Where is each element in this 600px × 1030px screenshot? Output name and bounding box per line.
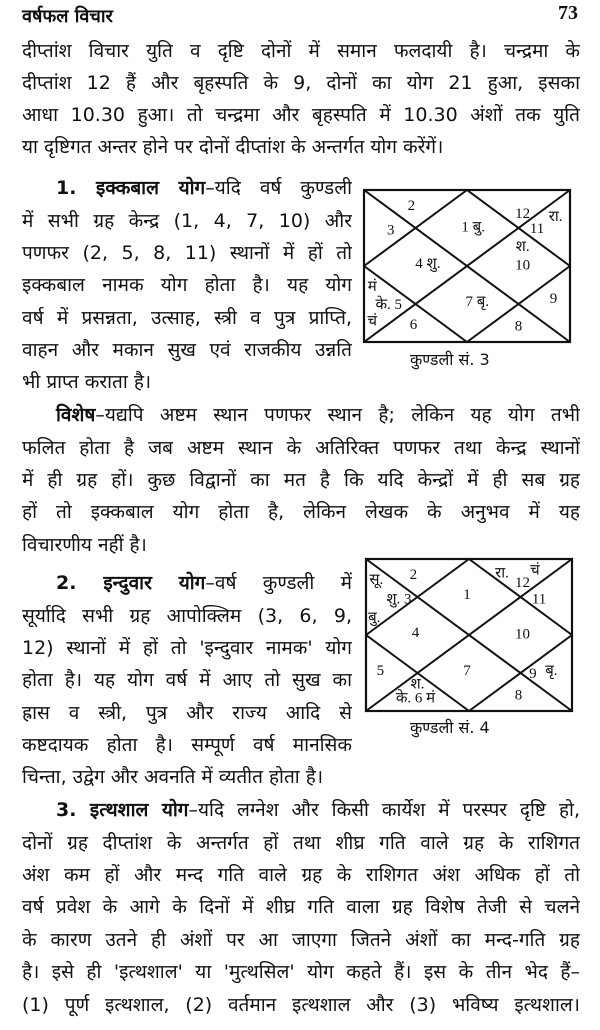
house-label: 9	[549, 290, 558, 307]
chart-3-caption: कुण्डली सं. 3	[410, 350, 490, 369]
house-label: चं	[367, 313, 378, 330]
text-line: चिन्ता, उद्वेग और अवनति में व्यतीत होता है।	[22, 766, 324, 788]
house-label: 7 बृ.	[465, 293, 490, 310]
text-line: दोनों ग्रह दीप्तांश के अन्तर्गत हों तथा शीघ्र गति वाले ग्रह के राशिगत	[22, 832, 580, 854]
house-label: बृ.	[545, 662, 558, 679]
text-line: विचारणीय नहीं है।	[22, 534, 147, 556]
text-line: फलित होता है जब अष्टम स्थान के अतिरिक्त पणफर तथा केन्द्र स्थानों	[22, 437, 580, 459]
text-line: (1) पूर्ण इत्थशाल, (2) वर्तमान इत्थशाल और (3) भविष्य इत्थशाल।	[22, 994, 580, 1016]
house-label: 1	[463, 586, 471, 603]
text-span: –यद्यपि अष्टम स्थान पणफर स्थान है; लेकिन यह योग तभी	[95, 404, 580, 426]
house-label: 2	[407, 198, 416, 215]
house-label: के. 5	[375, 297, 402, 313]
text-span: –यदि वर्ष कुण्डली	[205, 177, 352, 199]
text-line: होता है। यह योग वर्ष में आए तो सुख का	[22, 669, 352, 691]
house-label: 9	[529, 666, 537, 682]
page-number: 73	[558, 2, 578, 24]
section-1-heading: 1. इक्कबाल योग	[56, 177, 206, 199]
chart-4-caption: कुण्डली सं. 4	[410, 718, 490, 737]
house-label: श.	[410, 676, 425, 693]
house-label: 12	[515, 574, 531, 591]
text-line: वर्ष में प्रसन्नता, उत्साह, स्त्री व पुत्र प्राप्ति,	[22, 307, 352, 329]
kundali-chart-4	[364, 557, 574, 713]
house-label: के. 6 मं	[395, 690, 436, 707]
house-label: 2	[409, 567, 418, 584]
house-label: मं	[367, 278, 377, 295]
text-line: इक्कबाल नामक योग होता है। यह योग	[22, 274, 352, 296]
text-line: हों तो इक्कबाल योग होता है, लेकिन लेखक के अनुभव में यह	[22, 501, 580, 523]
text-line: वाहन और मकान सुख एवं राजकीय उन्नति	[22, 339, 352, 361]
text-line: 12) स्थानों में हों तो 'इन्दुवार नामक' योग	[22, 637, 352, 659]
house-label: 12	[515, 205, 531, 222]
house-label: सू.	[369, 571, 384, 588]
text-line: वर्ष प्रवेश के आगे के दिनों में शीघ्र गति वाला ग्रह विशेष तेजी से चलने	[22, 896, 580, 918]
house-label: श.	[515, 239, 530, 256]
house-label: 11	[529, 221, 545, 237]
text-line: कष्टदायक होता है। सम्पूर्ण वर्ष मानसिक	[22, 734, 352, 756]
text-line: सूर्यादि सभी ग्रह आपोक्लिम (3, 6, 9,	[22, 605, 352, 627]
house-label: 5	[376, 662, 385, 679]
text-span: –वर्ष कुण्डली में	[205, 572, 352, 594]
house-label: 1 बु.	[461, 219, 485, 236]
house-label: 10	[515, 257, 531, 274]
house-label: 8	[514, 318, 523, 335]
house-label: 8	[514, 687, 523, 704]
kundali-chart-3	[362, 188, 572, 344]
text-line: आधा 10.30 हुआ। तो चन्द्रमा और बृहस्पति में 10.30 अंशों तक युति	[22, 104, 580, 126]
text-line: में सभी ग्रह केन्द्र (1, 4, 7, 10) और	[22, 210, 352, 232]
text-line: भी प्राप्त कराता है।	[22, 371, 152, 393]
section-3-heading: 3. इत्थशाल योग	[56, 799, 189, 821]
text-line: दीप्तांश विचार युति व दृष्टि दोनों में समान फलदायी है। चन्द्रमा के	[22, 40, 580, 62]
text-line: के कारण उतने ही अंशों पर आ जाएगा जितने अंशों का मन्द-गति ग्रह	[22, 929, 580, 951]
house-label: 7	[463, 662, 471, 679]
house-label: 6	[409, 316, 418, 333]
house-label: 3	[387, 222, 395, 239]
house-label: रा.	[548, 208, 563, 225]
text-line: अंश कम हों और मन्द गति वाले ग्रह के राशिगत अंश अधिक हों तो	[22, 864, 580, 886]
section-2-heading: 2. इन्दुवार योग	[56, 572, 206, 594]
house-label: 4	[411, 624, 420, 641]
house-label: 10	[515, 626, 531, 643]
text-span: –यदि लग्नेश और किसी कार्येश में परस्पर दृष्टि हो,	[188, 799, 580, 821]
house-label: बु.	[368, 609, 381, 626]
section-3-first-line	[22, 795, 580, 825]
text-line: दीप्तांश 12 हैं और बृहस्पति के 9, दोनों का योग 21 हुआ, इसका	[22, 72, 580, 94]
text-line: या दृष्टिगत अन्तर होने पर दोनों दीप्तांश के अन्तर्गत योग करेंगें।	[22, 136, 444, 158]
text-line: है। इसे ही 'इत्थशाल' या 'मुत्थसिल' योग कहते हैं। इस के तीन भेद हैं–	[22, 961, 580, 983]
text-line: पणफर (2, 5, 8, 11) स्थानों में हों तो	[22, 242, 352, 264]
house-label: रा.	[495, 565, 509, 582]
house-label: चं	[530, 562, 540, 579]
house-label: शु. 3	[386, 591, 412, 608]
text-line: ह्रास व स्त्री, पुत्र और राज्य आदि से	[22, 702, 352, 724]
section-2-first-line	[22, 568, 352, 598]
running-header: वर्षफल विचार	[22, 6, 113, 27]
house-label: 4 शु.	[415, 255, 441, 272]
vishesh-first-line	[22, 400, 580, 430]
vishesh-heading: विशेष	[56, 404, 96, 426]
house-label: 11	[531, 591, 547, 608]
text-line: में ही ग्रह हों। कुछ विद्वानों का मत है कि यदि केन्द्रों में ही सब ग्रह	[22, 469, 580, 491]
section-1-first-line	[22, 173, 352, 203]
